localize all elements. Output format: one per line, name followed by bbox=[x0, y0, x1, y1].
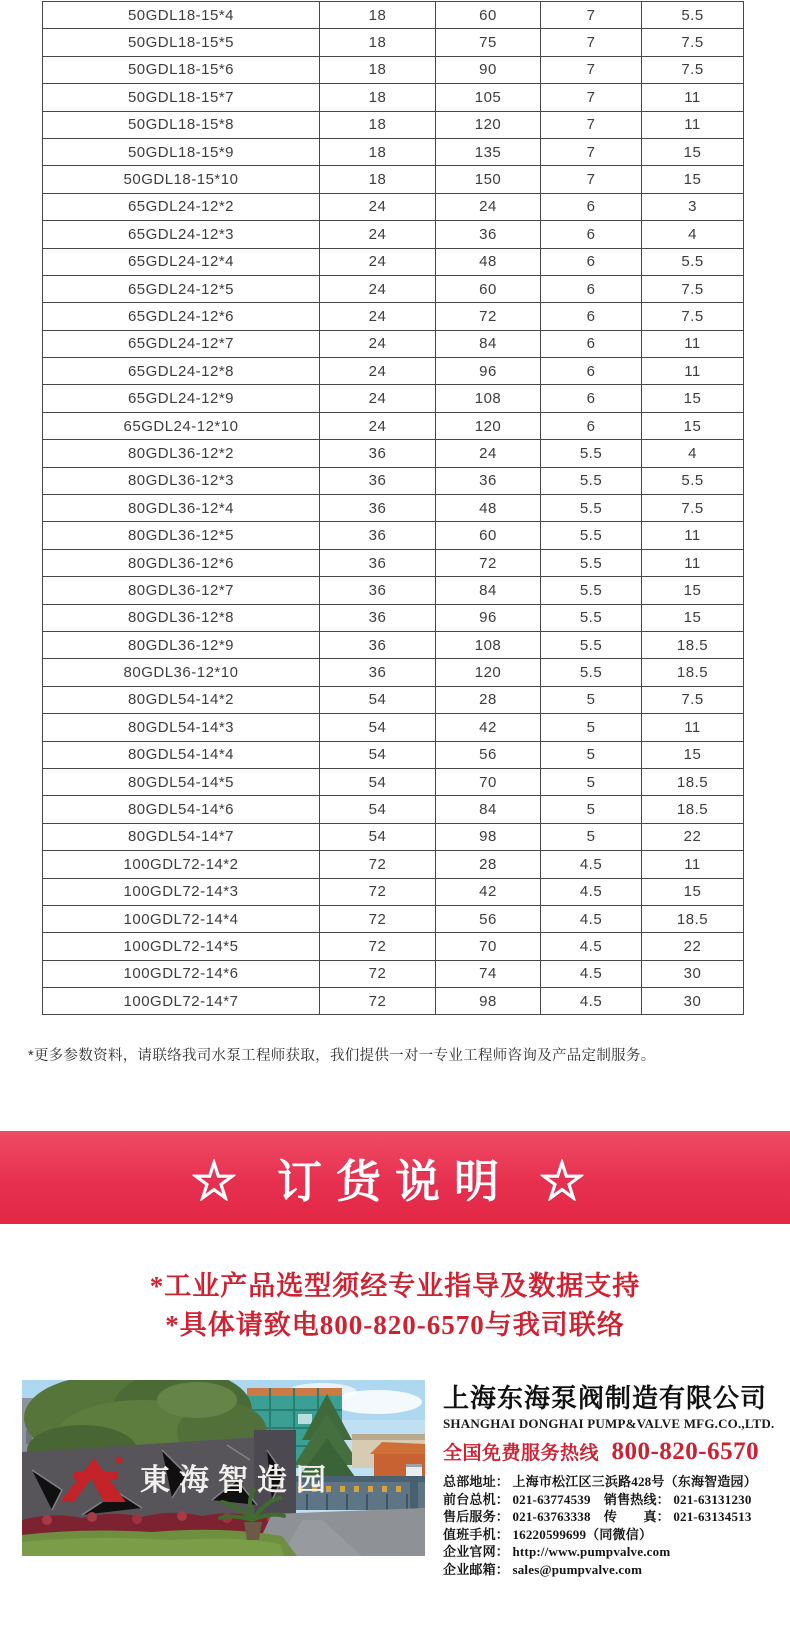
model-cell: 80GDL36-12*10 bbox=[43, 659, 320, 686]
value-cell: 15 bbox=[642, 138, 744, 165]
value-cell: 6 bbox=[541, 193, 642, 220]
value-cell: 6 bbox=[541, 412, 642, 439]
value-cell: 5.5 bbox=[642, 248, 744, 275]
value-cell: 4.5 bbox=[541, 905, 642, 932]
table-row bbox=[43, 275, 744, 302]
company-info bbox=[443, 1383, 783, 1579]
value-cell: 60 bbox=[436, 275, 541, 302]
contact-line: 总部地址： 上海市松江区三浜路428号（东海智造园） bbox=[443, 1474, 757, 1489]
value-cell: 18 bbox=[320, 111, 436, 138]
model-cell: 80GDL36-12*8 bbox=[43, 604, 320, 631]
value-cell: 7.5 bbox=[642, 686, 744, 713]
model-cell: 65GDL24-12*5 bbox=[43, 275, 320, 302]
value-cell: 5.5 bbox=[541, 577, 642, 604]
contact-line: 企业邮箱： sales@pumpvalve.com bbox=[443, 1561, 643, 1577]
value-cell: 5.5 bbox=[642, 2, 744, 29]
table-row bbox=[43, 796, 744, 823]
value-cell: 56 bbox=[436, 741, 541, 768]
value-cell: 72 bbox=[320, 960, 436, 987]
value-cell: 5.5 bbox=[541, 467, 642, 494]
value-cell: 96 bbox=[436, 358, 541, 385]
value-cell: 84 bbox=[436, 330, 541, 357]
value-cell: 90 bbox=[436, 56, 541, 83]
table-row bbox=[43, 111, 744, 138]
hotline-label: 全国免费服务热线 bbox=[443, 1443, 600, 1464]
value-cell: 6 bbox=[541, 248, 642, 275]
table-row bbox=[43, 686, 744, 713]
value-cell: 11 bbox=[642, 851, 744, 878]
model-cell: 100GDL72-14*3 bbox=[43, 878, 320, 905]
value-cell: 5.5 bbox=[541, 604, 642, 631]
value-cell: 30 bbox=[642, 960, 744, 987]
value-cell: 24 bbox=[320, 358, 436, 385]
sign-text: 東海智造园 bbox=[140, 1464, 335, 1497]
model-cell: 100GDL72-14*7 bbox=[43, 988, 320, 1015]
value-cell: 24 bbox=[320, 275, 436, 302]
value-cell: 5 bbox=[541, 796, 642, 823]
value-cell: 84 bbox=[436, 796, 541, 823]
table-row bbox=[43, 714, 744, 741]
value-cell: 120 bbox=[436, 659, 541, 686]
model-cell: 50GDL18-15*4 bbox=[43, 2, 320, 29]
table-row bbox=[43, 56, 744, 83]
value-cell: 56 bbox=[436, 905, 541, 932]
value-cell: 11 bbox=[642, 714, 744, 741]
value-cell: 5 bbox=[541, 768, 642, 795]
value-cell: 24 bbox=[436, 440, 541, 467]
value-cell: 120 bbox=[436, 412, 541, 439]
value-cell: 7 bbox=[541, 84, 642, 111]
value-cell: 7 bbox=[541, 138, 642, 165]
value-cell: 18 bbox=[320, 138, 436, 165]
model-cell: 100GDL72-14*2 bbox=[43, 851, 320, 878]
value-cell: 28 bbox=[436, 686, 541, 713]
value-cell: 54 bbox=[320, 714, 436, 741]
value-cell: 72 bbox=[320, 905, 436, 932]
value-cell: 36 bbox=[320, 467, 436, 494]
value-cell: 6 bbox=[541, 275, 642, 302]
value-cell: 7 bbox=[541, 166, 642, 193]
value-cell: 18 bbox=[320, 29, 436, 56]
model-cell: 80GDL36-12*5 bbox=[43, 522, 320, 549]
value-cell: 5.5 bbox=[541, 440, 642, 467]
value-cell: 5 bbox=[541, 686, 642, 713]
value-cell: 36 bbox=[320, 495, 436, 522]
contact-line: 售后服务： 021-63763338 传 真： 021-63134513 bbox=[443, 1509, 752, 1525]
banner-title: ☆ 订货说明 ☆ bbox=[191, 1156, 599, 1207]
glass-reflection bbox=[298, 1414, 312, 1424]
value-cell: 11 bbox=[642, 549, 744, 576]
value-cell: 36 bbox=[320, 440, 436, 467]
value-cell: 7 bbox=[541, 111, 642, 138]
value-cell: 24 bbox=[320, 193, 436, 220]
value-cell: 108 bbox=[436, 631, 541, 658]
value-cell: 7.5 bbox=[642, 275, 744, 302]
value-cell: 24 bbox=[320, 221, 436, 248]
value-cell: 72 bbox=[320, 988, 436, 1015]
model-cell: 80GDL36-12*7 bbox=[43, 577, 320, 604]
value-cell: 3 bbox=[642, 193, 744, 220]
lawn-highlight bbox=[22, 1538, 284, 1556]
value-cell: 84 bbox=[436, 577, 541, 604]
value-cell: 18.5 bbox=[642, 796, 744, 823]
model-cell: 80GDL36-12*3 bbox=[43, 467, 320, 494]
value-cell: 11 bbox=[642, 330, 744, 357]
model-cell: 80GDL54-14*4 bbox=[43, 741, 320, 768]
value-cell: 150 bbox=[436, 166, 541, 193]
value-cell: 135 bbox=[436, 138, 541, 165]
value-cell: 7 bbox=[541, 29, 642, 56]
table-row bbox=[43, 29, 744, 56]
value-cell: 4 bbox=[642, 221, 744, 248]
table-row bbox=[43, 2, 744, 29]
value-cell: 98 bbox=[436, 988, 541, 1015]
model-cell: 65GDL24-12*3 bbox=[43, 221, 320, 248]
value-cell: 11 bbox=[642, 522, 744, 549]
table-row bbox=[43, 221, 744, 248]
value-cell: 4 bbox=[642, 440, 744, 467]
model-cell: 50GDL18-15*7 bbox=[43, 84, 320, 111]
value-cell: 120 bbox=[436, 111, 541, 138]
model-cell: 65GDL24-12*7 bbox=[43, 330, 320, 357]
value-cell: 7 bbox=[541, 56, 642, 83]
value-cell: 5 bbox=[541, 741, 642, 768]
spec-table-body bbox=[43, 2, 744, 1015]
table-row bbox=[43, 495, 744, 522]
value-cell: 70 bbox=[436, 768, 541, 795]
value-cell: 5.5 bbox=[642, 467, 744, 494]
table-row bbox=[43, 988, 744, 1015]
value-cell: 5.5 bbox=[541, 549, 642, 576]
table-row bbox=[43, 248, 744, 275]
model-cell: 50GDL18-15*9 bbox=[43, 138, 320, 165]
contact-line: 值班手机： 16220599699（同微信） bbox=[443, 1526, 653, 1542]
value-cell: 28 bbox=[436, 851, 541, 878]
table-row bbox=[43, 933, 744, 960]
value-cell: 18.5 bbox=[642, 631, 744, 658]
value-cell: 72 bbox=[320, 878, 436, 905]
value-cell: 36 bbox=[320, 631, 436, 658]
value-cell: 5.5 bbox=[541, 522, 642, 549]
model-cell: 65GDL24-12*6 bbox=[43, 303, 320, 330]
value-cell: 4.5 bbox=[541, 851, 642, 878]
value-cell: 42 bbox=[436, 878, 541, 905]
model-cell: 80GDL54-14*5 bbox=[43, 768, 320, 795]
value-cell: 4.5 bbox=[541, 960, 642, 987]
value-cell: 6 bbox=[541, 303, 642, 330]
value-cell: 6 bbox=[541, 330, 642, 357]
pump-spec-table bbox=[42, 1, 744, 1015]
table-row bbox=[43, 193, 744, 220]
value-cell: 5 bbox=[541, 714, 642, 741]
table-row bbox=[43, 741, 744, 768]
table-row bbox=[43, 878, 744, 905]
value-cell: 72 bbox=[436, 549, 541, 576]
value-cell: 4.5 bbox=[541, 988, 642, 1015]
value-cell: 108 bbox=[436, 385, 541, 412]
value-cell: 11 bbox=[642, 84, 744, 111]
value-cell: 36 bbox=[320, 549, 436, 576]
value-cell: 24 bbox=[320, 330, 436, 357]
value-cell: 15 bbox=[642, 385, 744, 412]
model-cell: 80GDL36-12*4 bbox=[43, 495, 320, 522]
table-row bbox=[43, 631, 744, 658]
value-cell: 7.5 bbox=[642, 29, 744, 56]
model-cell: 80GDL54-14*3 bbox=[43, 714, 320, 741]
table-row bbox=[43, 440, 744, 467]
company-name-en: SHANGHAI DONGHAI PUMP&VALVE MFG.CO.,LTD. bbox=[443, 1416, 775, 1431]
contact-lines bbox=[443, 1473, 783, 1579]
value-cell: 36 bbox=[320, 577, 436, 604]
table-row bbox=[43, 659, 744, 686]
model-cell: 100GDL72-14*5 bbox=[43, 933, 320, 960]
value-cell: 60 bbox=[436, 2, 541, 29]
value-cell: 5.5 bbox=[541, 631, 642, 658]
value-cell: 24 bbox=[320, 248, 436, 275]
table-row bbox=[43, 412, 744, 439]
table-row bbox=[43, 138, 744, 165]
value-cell: 11 bbox=[642, 111, 744, 138]
value-cell: 5.5 bbox=[541, 495, 642, 522]
value-cell: 54 bbox=[320, 741, 436, 768]
value-cell: 15 bbox=[642, 741, 744, 768]
value-cell: 18 bbox=[320, 84, 436, 111]
value-cell: 6 bbox=[541, 221, 642, 248]
contact-line: 企业官网： http://www.pumpvalve.com bbox=[443, 1544, 671, 1560]
value-cell: 105 bbox=[436, 84, 541, 111]
value-cell: 98 bbox=[436, 823, 541, 850]
value-cell: 5.5 bbox=[541, 659, 642, 686]
value-cell: 4.5 bbox=[541, 933, 642, 960]
value-cell: 36 bbox=[320, 522, 436, 549]
model-cell: 80GDL54-14*6 bbox=[43, 796, 320, 823]
model-cell: 80GDL36-12*6 bbox=[43, 549, 320, 576]
table-row bbox=[43, 905, 744, 932]
model-cell: 50GDL18-15*6 bbox=[43, 56, 320, 83]
value-cell: 11 bbox=[642, 358, 744, 385]
model-cell: 80GDL36-12*2 bbox=[43, 440, 320, 467]
value-cell: 6 bbox=[541, 358, 642, 385]
contact-line: 前台总机： 021-63774539 销售热线： 021-63131230 bbox=[443, 1491, 752, 1507]
value-cell: 18 bbox=[320, 2, 436, 29]
model-cell: 80GDL54-14*2 bbox=[43, 686, 320, 713]
table-row bbox=[43, 358, 744, 385]
value-cell: 24 bbox=[436, 193, 541, 220]
value-cell: 6 bbox=[541, 385, 642, 412]
beige-roof bbox=[352, 1434, 425, 1440]
value-cell: 22 bbox=[642, 823, 744, 850]
model-cell: 65GDL24-12*4 bbox=[43, 248, 320, 275]
table-row bbox=[43, 467, 744, 494]
value-cell: 15 bbox=[642, 878, 744, 905]
table-row bbox=[43, 960, 744, 987]
value-cell: 4.5 bbox=[541, 878, 642, 905]
value-cell: 54 bbox=[320, 768, 436, 795]
table-row bbox=[43, 577, 744, 604]
table-row bbox=[43, 84, 744, 111]
value-cell: 75 bbox=[436, 29, 541, 56]
value-cell: 60 bbox=[436, 522, 541, 549]
value-cell: 96 bbox=[436, 604, 541, 631]
model-cell: 50GDL18-15*10 bbox=[43, 166, 320, 193]
value-cell: 15 bbox=[642, 577, 744, 604]
value-cell: 18 bbox=[320, 56, 436, 83]
service-hotline bbox=[443, 1439, 783, 1468]
model-cell: 50GDL18-15*8 bbox=[43, 111, 320, 138]
hotline-number: 800-820-6570 bbox=[611, 1438, 760, 1465]
value-cell: 36 bbox=[436, 221, 541, 248]
value-cell: 36 bbox=[320, 659, 436, 686]
value-cell: 22 bbox=[642, 933, 744, 960]
table-row bbox=[43, 303, 744, 330]
value-cell: 30 bbox=[642, 988, 744, 1015]
value-cell: 15 bbox=[642, 604, 744, 631]
model-cell: 65GDL24-12*8 bbox=[43, 358, 320, 385]
value-cell: 18.5 bbox=[642, 768, 744, 795]
model-cell: 65GDL24-12*10 bbox=[43, 412, 320, 439]
value-cell: 48 bbox=[436, 248, 541, 275]
model-cell: 65GDL24-12*9 bbox=[43, 385, 320, 412]
model-cell: 65GDL24-12*2 bbox=[43, 193, 320, 220]
value-cell: 15 bbox=[642, 412, 744, 439]
table-row bbox=[43, 549, 744, 576]
model-cell: 80GDL54-14*7 bbox=[43, 823, 320, 850]
table-row bbox=[43, 166, 744, 193]
table-row bbox=[43, 604, 744, 631]
value-cell: 36 bbox=[436, 467, 541, 494]
table-row bbox=[43, 330, 744, 357]
table-row bbox=[43, 522, 744, 549]
table-row bbox=[43, 823, 744, 850]
table-row bbox=[43, 768, 744, 795]
value-cell: 18 bbox=[320, 166, 436, 193]
value-cell: 7.5 bbox=[642, 495, 744, 522]
value-cell: 72 bbox=[320, 933, 436, 960]
model-cell: 100GDL72-14*6 bbox=[43, 960, 320, 987]
value-cell: 36 bbox=[320, 604, 436, 631]
value-cell: 54 bbox=[320, 796, 436, 823]
company-name: 上海东海泵阀制造有限公司 bbox=[443, 1383, 768, 1413]
value-cell: 24 bbox=[320, 303, 436, 330]
ordering-instructions-banner bbox=[0, 1131, 790, 1224]
value-cell: 74 bbox=[436, 960, 541, 987]
value-cell: 7 bbox=[541, 2, 642, 29]
value-cell: 7.5 bbox=[642, 303, 744, 330]
value-cell: 70 bbox=[436, 933, 541, 960]
value-cell: 72 bbox=[320, 851, 436, 878]
model-cell: 50GDL18-15*5 bbox=[43, 29, 320, 56]
factory-photo-art bbox=[22, 1380, 425, 1556]
value-cell: 54 bbox=[320, 686, 436, 713]
table-row bbox=[43, 851, 744, 878]
value-cell: 72 bbox=[436, 303, 541, 330]
factory-entrance-photo bbox=[22, 1380, 425, 1556]
value-cell: 48 bbox=[436, 495, 541, 522]
value-cell: 18.5 bbox=[642, 659, 744, 686]
value-cell: 15 bbox=[642, 166, 744, 193]
value-cell: 5 bbox=[541, 823, 642, 850]
table-footnote: *更多参数资料，请联络我司水泵工程师获取，我们提供一对一专业工程师咨询及产品定制服务。 bbox=[28, 1048, 656, 1064]
value-cell: 24 bbox=[320, 412, 436, 439]
value-cell: 18.5 bbox=[642, 905, 744, 932]
value-cell: 7.5 bbox=[642, 56, 744, 83]
value-cell: 24 bbox=[320, 385, 436, 412]
notice-line-phone: *具体请致电800-820-6570与我司联络 bbox=[165, 1310, 625, 1340]
model-cell: 80GDL36-12*9 bbox=[43, 631, 320, 658]
notice-line-guidance: *工业产品选型须经专业指导及数据支持 bbox=[149, 1271, 641, 1301]
value-cell: 54 bbox=[320, 823, 436, 850]
table-row bbox=[43, 385, 744, 412]
value-cell: 42 bbox=[436, 714, 541, 741]
model-cell: 100GDL72-14*4 bbox=[43, 905, 320, 932]
